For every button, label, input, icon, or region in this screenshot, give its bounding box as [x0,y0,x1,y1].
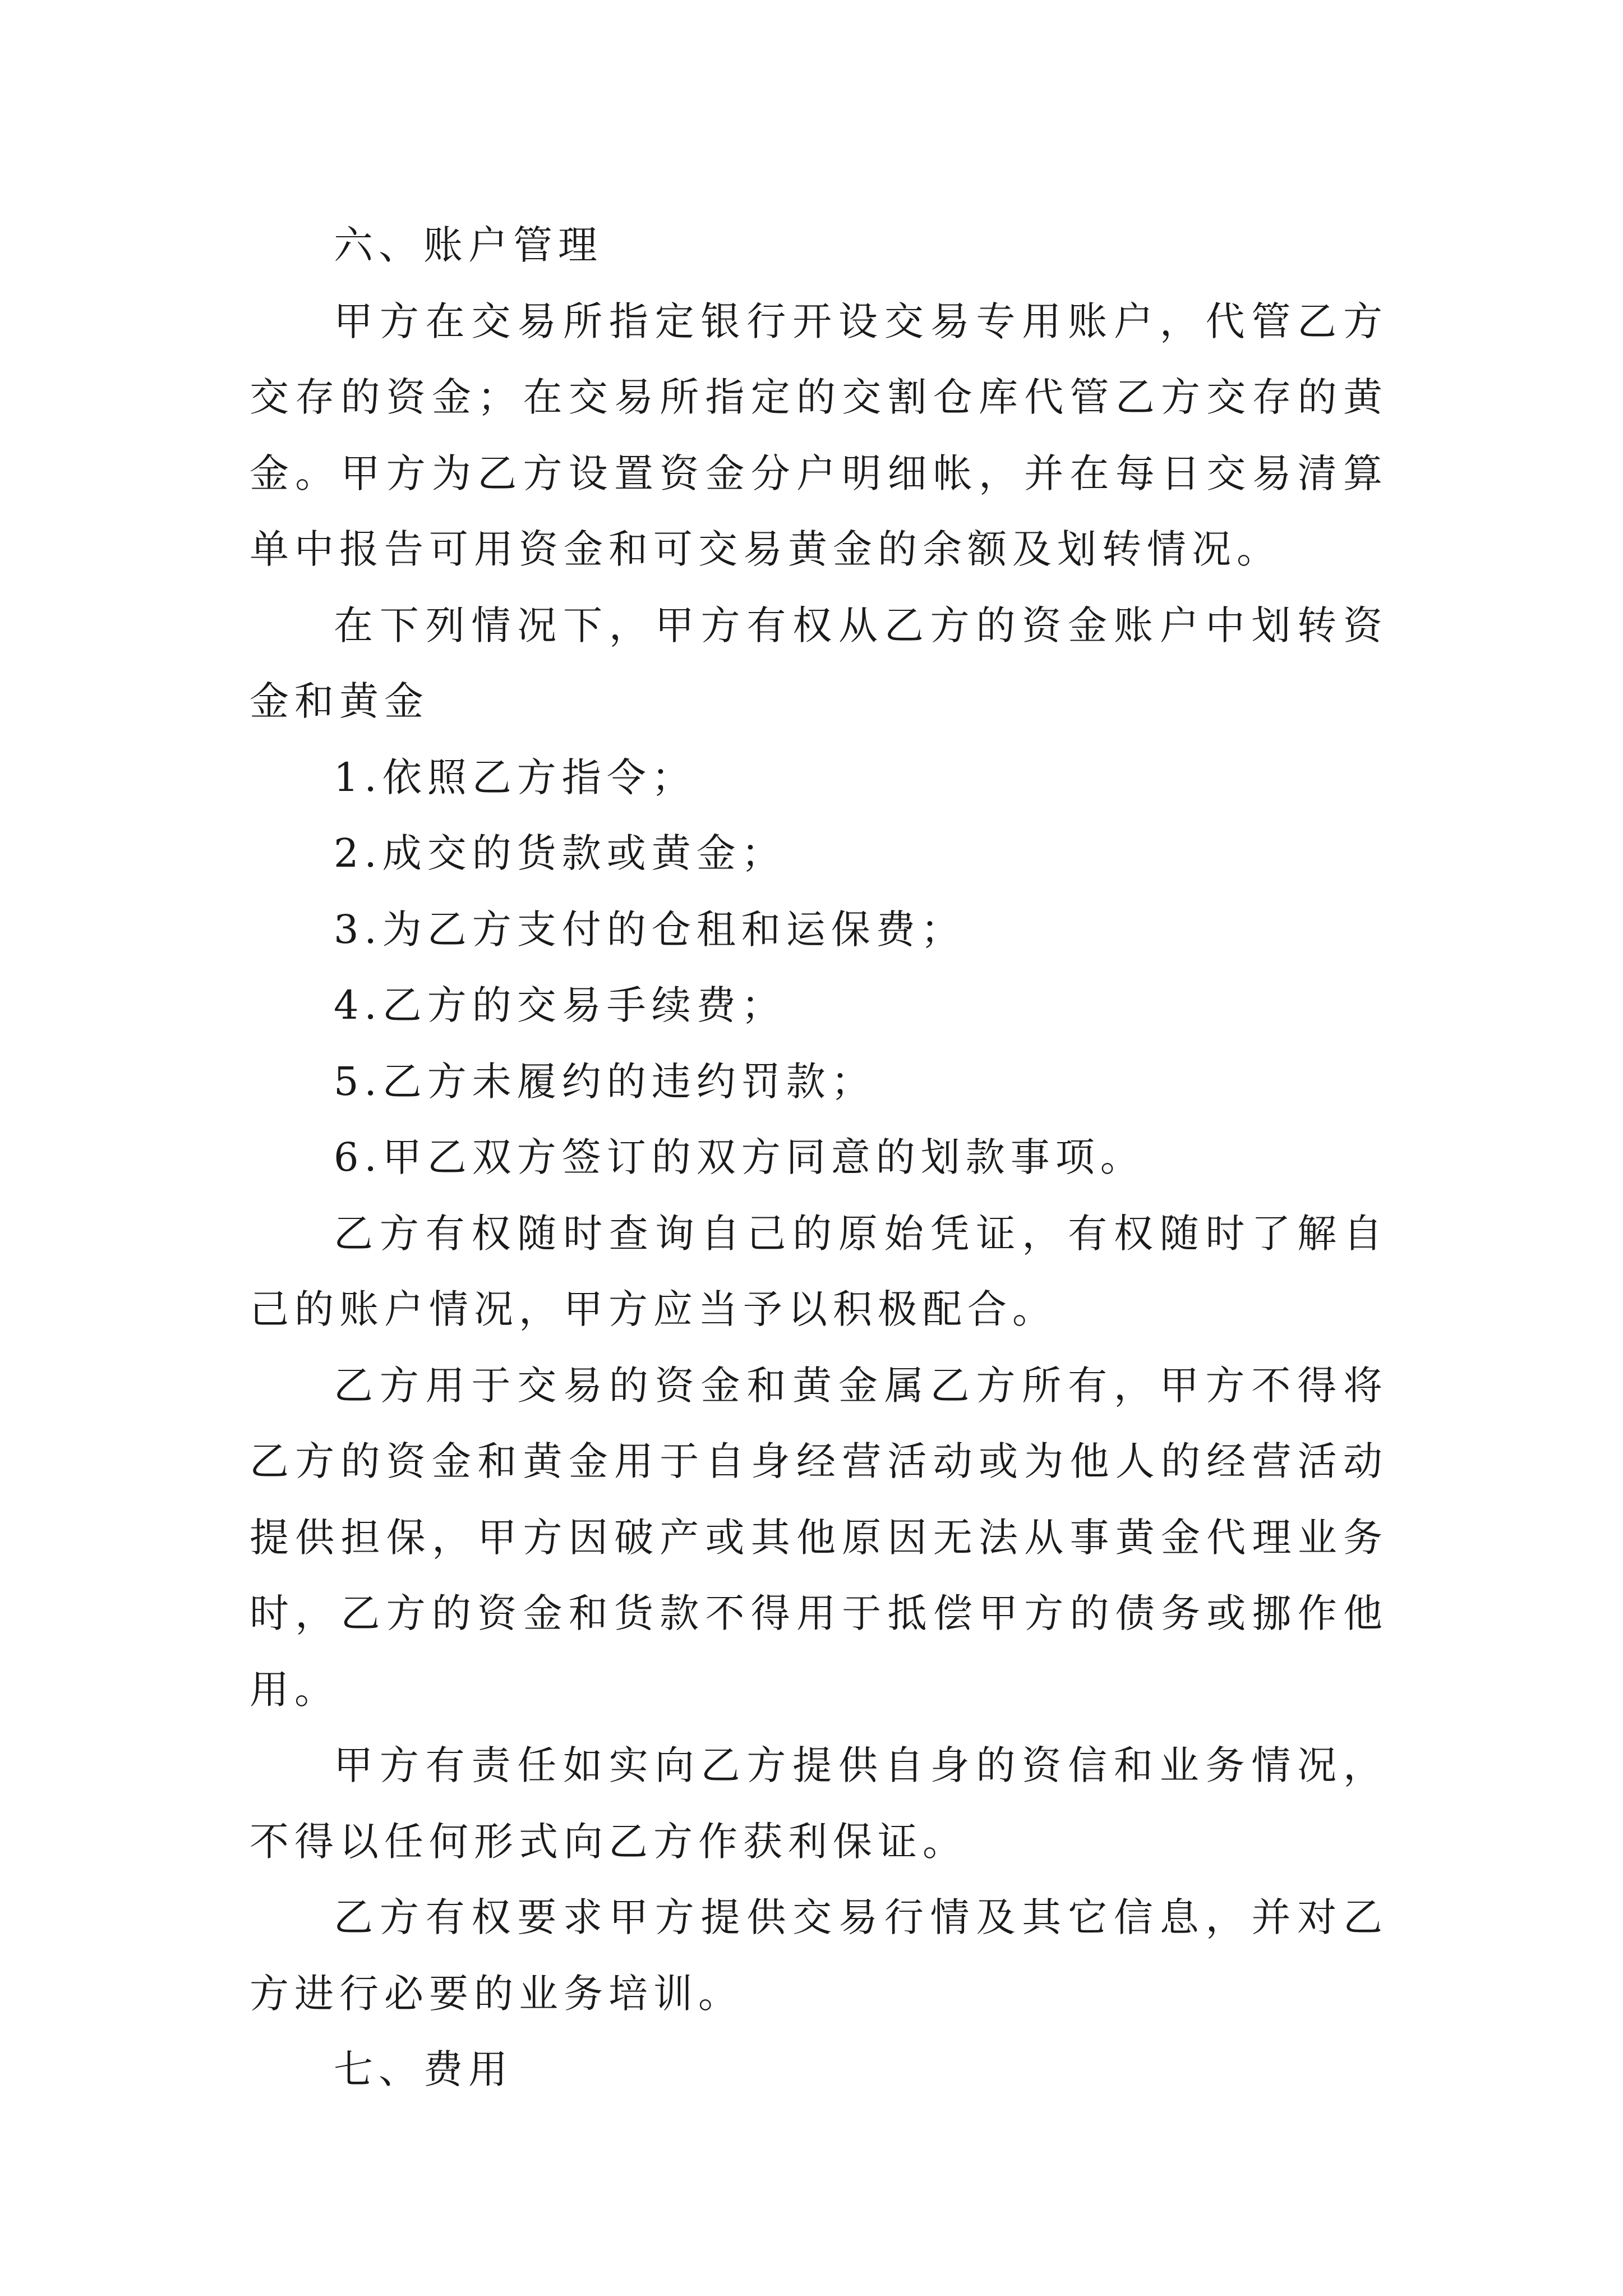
paragraph-information-training: 乙方有权要求甲方提供交易行情及其它信息，并对乙方进行必要的业务培训。 [250,1894,1388,2017]
paragraph-asset-ownership: 乙方用于交易的资金和黄金属乙方所有，甲方不得将乙方的资金和黄金用于自身经营活动或为他人的经营活动提供担保，甲方因破产或其他原因无法从事黄金代理业务时，乙方的资金和货款不得用于抵偿甲方的债务或挪作他用。 [250,1362,1388,1713]
list-item: 1.依照乙方指令； [334,754,697,800]
list-item: 2.成交的货款或黄金； [334,830,786,876]
paragraph-transfer-rights: 在下列情况下，甲方有权从乙方的资金账户中划转资金和黄金 [250,602,1388,724]
document-body [250,208,1388,2108]
section-heading-fees: 七、费用 [334,2046,513,2092]
paragraph-disclosure-duty: 甲方有责任如实向乙方提供自身的资信和业务情况，不得以任何形式向乙方作获利保证。 [250,1742,1388,1865]
list-item: 3.为乙方支付的仓租和运保费； [334,906,966,953]
list-item: 6.甲乙双方签订的双方同意的划款事项。 [334,1134,1145,1180]
list-item: 5.乙方未履约的违约罚款； [334,1058,876,1105]
list-item: 4.乙方的交易手续费； [334,982,786,1028]
paragraph-query-rights: 乙方有权随时查询自己的原始凭证，有权随时了解自己的账户情况，甲方应当予以积极配合。 [250,1210,1388,1332]
paragraph-custody: 甲方在交易所指定银行开设交易专用账户，代管乙方交存的资金；在交易所指定的交割仓库代管乙方交存的黄金。甲方为乙方设置资金分户明细帐，并在每日交易清算单中报告可用资金和可交易黄金的余额及划转情况。 [250,298,1388,572]
section-heading-account-management: 六、账户管理 [334,222,603,268]
